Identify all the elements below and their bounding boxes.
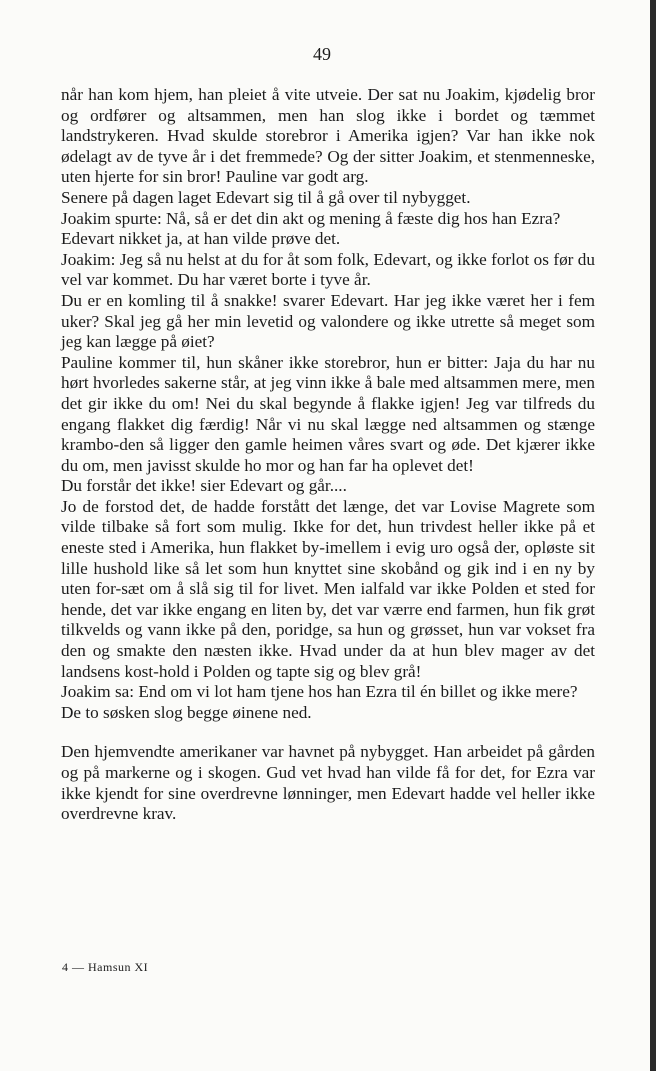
paragraph: Joakim: Jeg så nu helst at du for åt som folk, Edevart, og ikke forlot os før du vel var kommet. Du har været borte i tyve år. bbox=[61, 249, 595, 290]
page-number: 49 bbox=[313, 44, 331, 64]
paragraph: Edevart nikket ja, at han vilde prøve det. bbox=[61, 229, 341, 249]
paragraph: De to søsken slog begge øinene ned. bbox=[61, 702, 312, 722]
paragraph: Du er en komling til å snakke! svarer Edevart. Har jeg ikke været her i fem uker? Skal jeg gå her min levetid og valondere og ikke utrette så meget som jeg kan lægge på øiet? bbox=[61, 290, 595, 352]
paragraph: Pauline kommer til, hun skåner ikke storebror, hun er bitter: Jaja du har nu hørt hvorledes sakerne står, at jeg vinn ikke å bale med altsammen mere, men det gir ikke du om! Nei du skal begynde å flakke igjen! Jeg var tilfreds du engang flakket dig færdig! Når vi nu skal lægge ned altsammen og stænge krambo-den så ligger den gamle heimen våres svart og øde. Det kjærer ikke du om, men javisst skulde ho mor og han far ha oplevet det! bbox=[61, 352, 595, 475]
paragraph: Du forstår det ikke! sier Edevart og går.... bbox=[61, 476, 347, 496]
paragraph: Senere på dagen laget Edevart sig til å gå over til nybygget. bbox=[61, 187, 471, 207]
signature-mark: 4 — Hamsun XI bbox=[62, 960, 149, 974]
body-text bbox=[61, 85, 595, 825]
paragraph: Joakim sa: End om vi lot ham tjene hos han Ezra til én billet og ikke mere? bbox=[61, 682, 578, 702]
paragraph: Den hjemvendte amerikaner var havnet på nybygget. Han arbeidet på gården og på markerne og i skogen. Gud vet hvad han vilde få for det, for Ezra var ikke kjendt for sine overdrevne lønninger, men Edevart hadde vel heller ikke overdrevne krav. bbox=[61, 742, 595, 824]
paragraph: Jo de forstod det, de hadde forstått det længe, det var Lovise Magrete som vilde tilbake så fort som mulig. Ikke for det, hun trivdest heller ikke på et eneste sted i Amerika, hun flakket by-imellem i evig uro også der, opløste sit lille hushold like så let som hun knyttet sine skobånd og gik ind i en ny by uten for-sæt om å slå sig til for livet. Men ialfald var ikke Polden et sted for hende, det var ikke engang en liten by, det var værre end farmen, hun fik grøt tilkvelds og vann ikke på den, poridge, sa hun og grøsset, hun var vokset fra den og smakte den næsten ikke. Hvad under da at hun blev mager av det landsens kost-hold i Polden og tapte sig og blev grå! bbox=[61, 496, 595, 681]
paragraph: Joakim spurte: Nå, så er det din akt og mening å fæste dig hos han Ezra? bbox=[61, 208, 561, 228]
paragraph: når han kom hjem, han pleiet å vite utveie. Der sat nu Joakim, kjødelig bror og ordfører og altsammen, men han slog ikke i bordet og tæmmet landstrykeren. Hvad skulde storebror i Amerika igjen? Var han ikke nok ødelagt av de tyve år i det fremmede? Og der sitter Joakim, et stenmenneske, uten hjerte for sin bror! Pauline var godt arg. bbox=[61, 85, 595, 187]
